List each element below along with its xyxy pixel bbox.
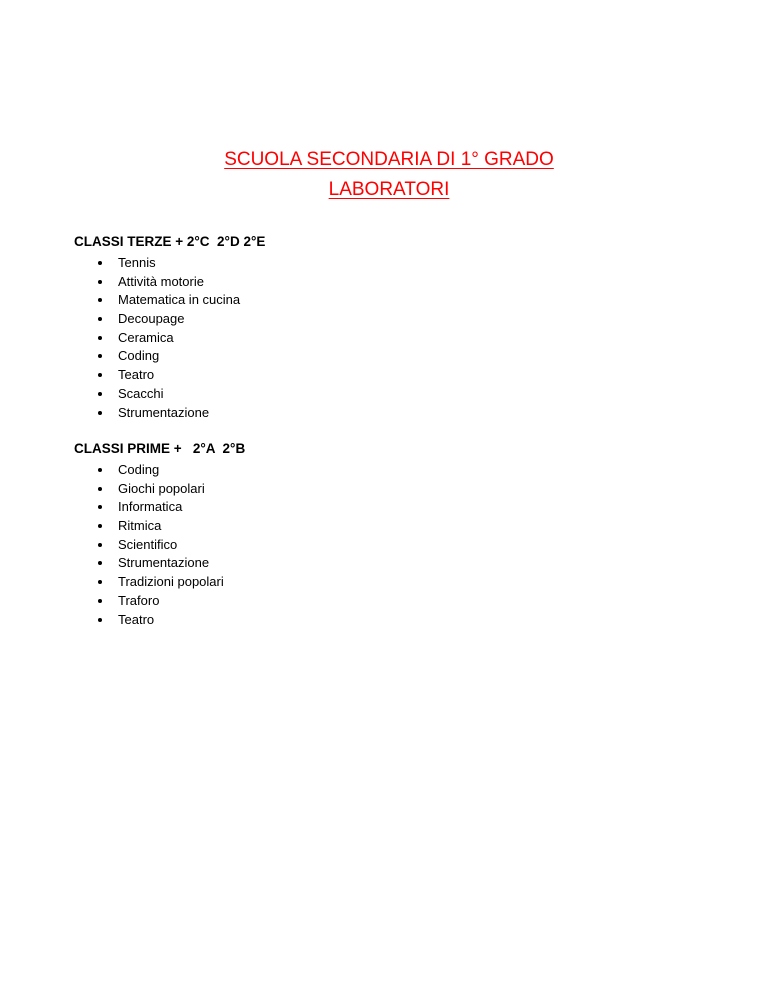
list-item-label: Coding <box>118 348 160 364</box>
title-laboratori: LABORATORI <box>328 179 450 200</box>
bullet-icon <box>98 487 102 491</box>
list-item-label: Teatro <box>118 367 155 383</box>
bullet-icon <box>98 561 102 565</box>
list-item-label: Scacchi <box>118 385 164 401</box>
bullet-icon <box>98 618 102 622</box>
section-heading: CLASSI PRIME + 2°A 2°B <box>74 441 246 456</box>
list-item <box>74 592 674 611</box>
list-item <box>74 347 674 366</box>
list-item-label: Ceramica <box>118 329 174 345</box>
list-item-label: Ritmica <box>118 518 162 534</box>
list-item <box>74 536 674 555</box>
section-heading: CLASSI TERZE + 2°C 2°D 2°E <box>74 234 266 249</box>
bullet-icon <box>98 505 102 509</box>
bullet-icon <box>98 298 102 302</box>
bullet-icon <box>98 411 102 415</box>
section-classi-terze <box>74 233 674 422</box>
list-item-label: Teatro <box>118 611 155 627</box>
bullet-icon <box>98 524 102 528</box>
list-item <box>74 404 674 423</box>
list-item-label: Strumentazione <box>118 404 210 420</box>
bullet-icon <box>98 261 102 265</box>
bullet-icon <box>98 317 102 321</box>
list-item-label: Traforo <box>118 592 160 608</box>
list-item-label: Coding <box>118 462 160 477</box>
list-item <box>74 611 674 630</box>
list-item-label: Scientifico <box>118 536 178 552</box>
list-item <box>74 366 674 385</box>
list-item-label: Strumentazione <box>118 555 210 571</box>
list-item-label: Informatica <box>118 499 183 515</box>
bullet-icon <box>98 280 102 284</box>
list-item <box>74 310 674 329</box>
list-item <box>74 554 674 573</box>
bullet-icon <box>98 336 102 340</box>
list-item <box>74 573 674 592</box>
bullet-icon <box>98 392 102 396</box>
list-item <box>74 385 674 404</box>
bullet-icon <box>98 468 102 472</box>
list-item-label: Attività motorie <box>118 273 204 289</box>
bullet-icon <box>98 373 102 377</box>
list-item <box>74 480 674 499</box>
list-item <box>74 517 674 536</box>
lab-list <box>74 461 674 629</box>
list-item-label: Tennis <box>118 255 156 270</box>
list-item <box>74 329 674 348</box>
list-item <box>74 273 674 292</box>
bullet-icon <box>98 580 102 584</box>
list-item-label: Decoupage <box>118 311 185 327</box>
list-item-label: Giochi popolari <box>118 480 205 496</box>
bullet-icon <box>98 354 102 358</box>
bullet-icon <box>98 599 102 603</box>
list-item <box>74 498 674 517</box>
title-school: SCUOLA SECONDARIA DI 1° GRADO <box>224 149 554 170</box>
bullet-icon <box>98 543 102 547</box>
list-item <box>74 461 674 480</box>
list-item-label: Matematica in cucina <box>118 292 241 308</box>
list-item-label: Tradizioni popolari <box>118 574 224 590</box>
lab-list <box>74 254 674 422</box>
section-classi-prime <box>74 440 674 629</box>
list-item <box>74 254 674 273</box>
document-title <box>0 145 768 205</box>
list-item <box>74 291 674 310</box>
